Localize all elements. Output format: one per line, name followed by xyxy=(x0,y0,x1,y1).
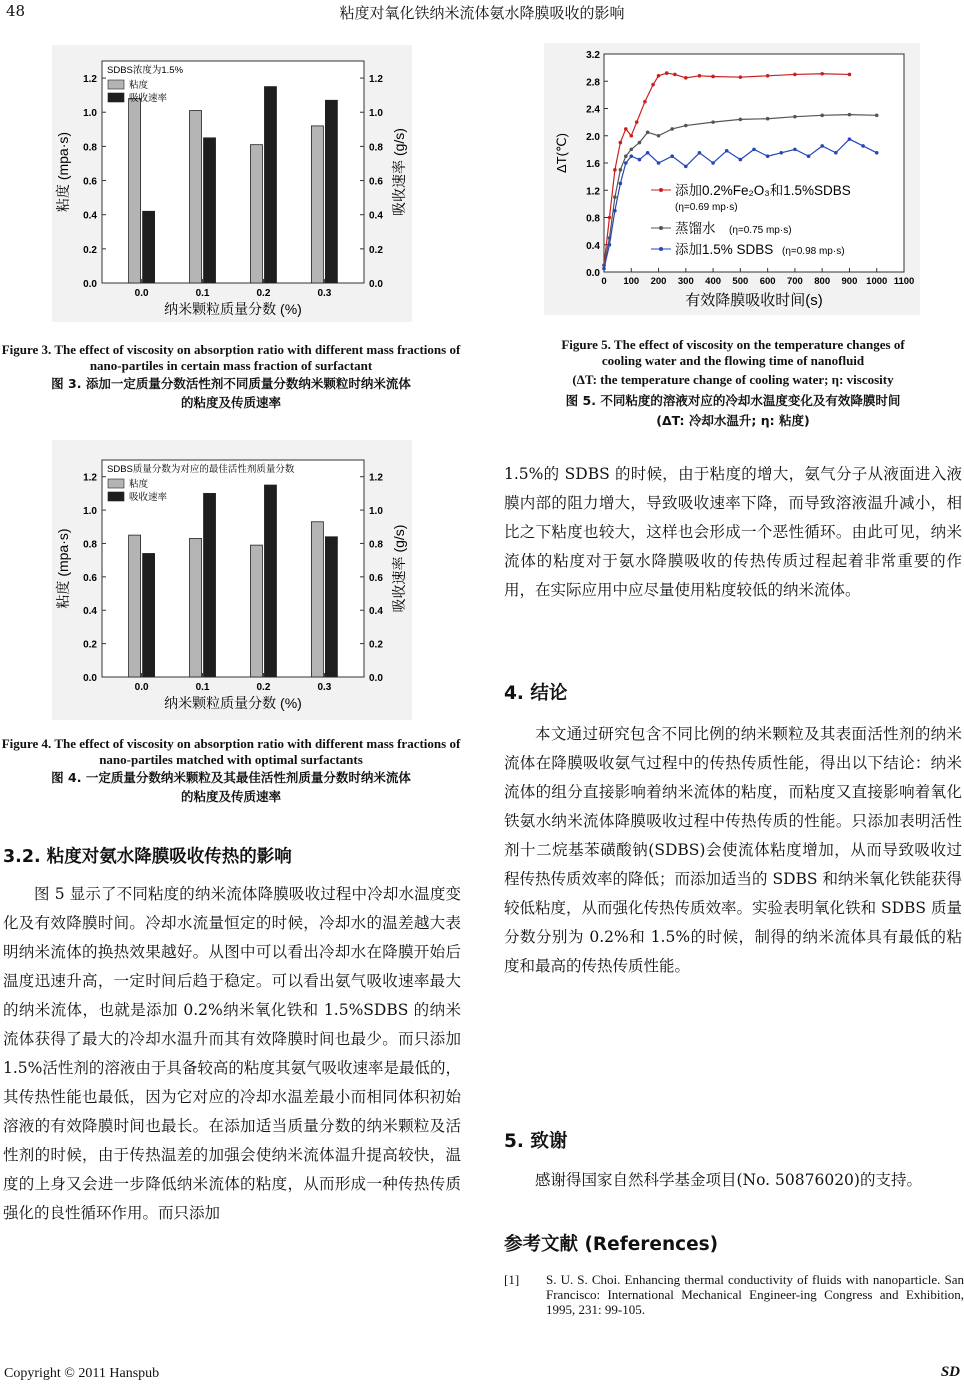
data-point xyxy=(779,151,783,155)
y-tick-label-left: 0.0 xyxy=(83,673,97,684)
data-point xyxy=(875,114,879,118)
y-tick-label: 3.2 xyxy=(586,50,600,61)
bar-viscosity xyxy=(129,535,141,677)
legend-title: SDBS浓度为1.5% xyxy=(107,65,184,76)
data-point xyxy=(807,154,811,158)
data-point xyxy=(635,120,639,124)
bar-viscosity xyxy=(250,545,262,677)
x-tick-label: 0.1 xyxy=(195,288,210,299)
data-point xyxy=(698,151,702,155)
bar-absorption-rate xyxy=(325,537,337,677)
data-point xyxy=(848,137,852,141)
x-tick-label: 0.3 xyxy=(317,288,332,299)
bar-absorption-rate xyxy=(143,553,155,677)
data-point xyxy=(646,131,650,135)
x-tick-label: 300 xyxy=(677,276,694,287)
data-point xyxy=(725,149,729,153)
y-tick-label-left: 0.4 xyxy=(83,606,97,618)
x-axis-label: 纳米颗粒质量分数 (%) xyxy=(164,301,302,317)
legend-label: 吸收速率 xyxy=(129,93,168,104)
section-3-2-body xyxy=(3,880,461,1228)
legend-label: 吸收速率 xyxy=(129,492,168,503)
y-axis-label: ΔT(℃) xyxy=(554,133,569,173)
bar-absorption-rate xyxy=(204,138,216,283)
y-tick-label: 0.0 xyxy=(586,268,600,279)
figure-4-caption-cn-1: 图 4. 一定质量分数纳米颗粒及其最佳活性剂质量分数时纳米流体 xyxy=(51,770,411,785)
figure-3-svg xyxy=(52,45,412,322)
data-point xyxy=(875,151,879,155)
figure-5-caption-en-1: Figure 5. The effect of viscosity on the temperature changes of xyxy=(561,337,905,352)
y-tick-label-right: 0.8 xyxy=(369,142,383,154)
continuation-paragraph: 1.5%的 SDBS 的时候，由于粘度的增大，氨气分子从液面进入液膜内部的阻力增大，导致吸收速率下降，而导致溶液温升减小，相比之下粘度也较大，这样也会形成一个恶性循环。由此可见，纳米流体的粘度对于氨水降膜吸收的传热传质过程起着非常重要的作用，在实际应用中应尽量使用粘度较低的纳米流体。 xyxy=(504,465,962,599)
y-tick-label-right: 0.6 xyxy=(369,572,383,584)
section-4-heading: 4. 结论 xyxy=(504,683,568,704)
data-point xyxy=(673,73,677,77)
data-point xyxy=(619,141,623,145)
y-tick-label-left: 0.6 xyxy=(83,572,97,584)
y-tick-label: 2.8 xyxy=(586,77,600,89)
y-tick-label-right: 0.4 xyxy=(369,210,383,222)
section-5-paragraph: 感谢得国家自然科学基金项目(No. 50876020)的支持。 xyxy=(535,1171,922,1189)
data-point xyxy=(651,83,655,87)
page-number: 48 xyxy=(6,2,26,20)
y-tick-label-right: 1.0 xyxy=(369,506,383,518)
section-3-2-heading: 3.2. 粘度对氨水降膜吸收传热的影响 xyxy=(3,847,292,867)
figure-4-svg xyxy=(52,440,412,720)
section-4-paragraph: 本文通过研究包含不同比例的纳米颗粒及其表面活性剂的纳米流体在降膜吸收氨气过程中的传热传质性能，得出以下结论：纳米流体的组分直接影响着纳米流体的粘度，而粘度又直接影响着氧化铁氨水纳米流体降膜吸收过程中传热传质的性能。只添加表明活性剂十二烷基苯磺酸钠(SDBS)会使流体粘度增加，从而导致吸收过程传热传质效率的降低；而添加适当的 SDBS 和纳米氧化铁能获得较低粘度，从而强化传热传质效率。实验表明氧化铁和 SDBS 质量分数分别为 0.2%和 1.5%的时候，制得的纳米流体具有最低的粘度和最高的传热传质性能。 xyxy=(504,725,962,975)
y-tick-label-right: 0.2 xyxy=(369,639,383,651)
figure-5-caption-en-3: (ΔT: the temperature change of cooling water; η: viscosity xyxy=(572,372,894,387)
y-axis-label-right: 吸收速率 (g/s) xyxy=(391,524,407,613)
bar-absorption-rate xyxy=(264,485,276,677)
reference-number: [1] xyxy=(504,1272,520,1287)
y-tick-label-left: 1.0 xyxy=(83,108,97,120)
x-tick-label: 0.1 xyxy=(195,682,210,693)
x-tick-label: 1000 xyxy=(866,276,888,287)
legend-label: 蒸馏水 xyxy=(675,221,716,236)
bar-viscosity xyxy=(311,126,323,283)
bar-absorption-rate xyxy=(264,87,276,283)
x-tick-label: 800 xyxy=(814,276,831,287)
legend-marker xyxy=(659,188,663,192)
y-axis-label-left: 粘度 (mpa·s) xyxy=(55,131,71,213)
section-4-body xyxy=(504,720,962,981)
figure-5-caption-cn-2: (ΔT: 冷却水温升; η: 粘度) xyxy=(656,413,810,428)
legend-label: 添加0.2%Fe₂O₃和1.5%SDBS xyxy=(675,183,851,198)
reference-text: S. U. S. Choi. Enhancing thermal conductivity of fluids with nanoparticle. San Francisco: International Mechanical Engineer-ing Congress and Exhibition, 1995, 231: 99-105. xyxy=(546,1272,964,1317)
plot-frame xyxy=(604,54,904,272)
y-tick-label: 0.8 xyxy=(586,213,600,225)
data-point xyxy=(739,118,743,122)
y-tick-label-right: 0.0 xyxy=(369,673,383,684)
bar-absorption-rate xyxy=(143,211,155,283)
y-tick-label-right: 0.8 xyxy=(369,539,383,551)
data-point xyxy=(820,72,824,76)
bar-viscosity xyxy=(190,538,202,677)
x-tick-label: 500 xyxy=(732,276,749,287)
y-tick-label-left: 0.4 xyxy=(83,210,97,222)
data-point xyxy=(608,243,612,247)
data-point xyxy=(711,161,715,165)
data-point xyxy=(739,158,743,162)
data-point xyxy=(834,151,838,155)
y-tick-label-right: 0.6 xyxy=(369,176,383,188)
x-tick-label: 900 xyxy=(841,276,858,287)
data-point xyxy=(684,76,688,80)
x-tick-label: 0.0 xyxy=(134,682,149,693)
figure-3-chart xyxy=(52,45,412,322)
data-point xyxy=(752,148,756,152)
x-axis-label: 纳米颗粒质量分数 (%) xyxy=(164,695,302,711)
reference-item xyxy=(504,1272,964,1317)
legend-swatch xyxy=(108,93,124,102)
data-point xyxy=(793,115,797,119)
footer-copyright: Copyright © 2011 Hanspub xyxy=(4,1366,160,1381)
bar-viscosity xyxy=(190,111,202,283)
data-point xyxy=(848,73,852,77)
figure-5-caption-cn-1: 图 5. 不同粘度的溶液对应的冷却水温度变化及有效降膜时间 xyxy=(565,393,901,408)
legend-marker xyxy=(659,226,663,230)
y-axis-label-left: 粘度 (mpa·s) xyxy=(55,528,71,609)
section-5-body xyxy=(504,1142,962,1195)
figure-4-caption-cn-2: 的粘度及传质速率 xyxy=(180,789,281,804)
y-tick-label: 2.4 xyxy=(586,104,600,116)
data-point xyxy=(820,114,824,118)
data-point xyxy=(766,74,770,78)
y-tick-label: 0.4 xyxy=(586,240,600,252)
y-tick-label-left: 0.2 xyxy=(83,639,97,651)
bar-viscosity xyxy=(129,99,141,283)
data-point xyxy=(665,71,669,75)
y-tick-label-left: 0.2 xyxy=(83,244,97,256)
data-point xyxy=(657,161,661,165)
data-point xyxy=(624,154,628,158)
x-tick-label: 0.2 xyxy=(256,682,271,693)
y-tick-label: 2.0 xyxy=(586,131,600,143)
figure-3-caption-cn-1: 图 3. 添加一定质量分数活性剂不同质量分数纳米颗粒时纳米流体 xyxy=(51,376,411,391)
section-3-2-continuation xyxy=(504,460,962,605)
data-point xyxy=(670,127,674,131)
legend-note: (η=0.69 mp·s) xyxy=(675,202,738,213)
figure-3-caption-cn-2: 的粘度及传质速率 xyxy=(180,395,281,410)
figure-5-caption-en-2: cooling water and the flowing time of nanofluid xyxy=(601,353,865,368)
x-axis-label: 有效降膜吸收时间(s) xyxy=(685,292,823,309)
data-point xyxy=(766,117,770,121)
data-point xyxy=(684,124,688,128)
data-point xyxy=(638,158,642,162)
bar-viscosity xyxy=(250,145,262,283)
data-point xyxy=(643,100,647,104)
legend-label: 添加1.5% SDBS xyxy=(675,242,774,257)
x-tick-label: 100 xyxy=(623,276,640,287)
x-tick-label: 0.2 xyxy=(256,288,271,299)
data-point xyxy=(629,134,633,138)
data-point xyxy=(848,113,852,117)
legend-title: SDBS质量分数为对应的最佳活性剂质量分数 xyxy=(107,464,295,475)
x-tick-label: 700 xyxy=(786,276,803,287)
y-tick-label-right: 0.4 xyxy=(369,606,383,618)
y-tick-label-left: 1.2 xyxy=(83,74,97,86)
data-point xyxy=(624,127,628,131)
y-tick-label-right: 1.2 xyxy=(369,74,383,86)
x-tick-label: 600 xyxy=(759,276,776,287)
data-point xyxy=(629,154,633,158)
figure-5-svg xyxy=(544,43,920,315)
y-tick-label-left: 0.8 xyxy=(83,539,97,551)
reference-list xyxy=(504,1272,964,1317)
running-title: 粘度对氧化铁纳米流体氨水降膜吸收的影响 xyxy=(339,4,625,22)
data-point xyxy=(820,144,824,148)
legend-note: (η=0.98 mp·s) xyxy=(782,246,845,257)
figure-3-caption-en: Figure 3. The effect of viscosity on absorption ratio with different mass fractions of nano-partiles in certain mass fraction of surfactant xyxy=(1,342,461,373)
data-point xyxy=(602,267,606,271)
data-point xyxy=(613,195,617,199)
y-axis-label-right: 吸收速率 (g/s) xyxy=(391,128,407,216)
bar-absorption-rate xyxy=(325,100,337,283)
data-point xyxy=(698,74,702,78)
figure-5-chart xyxy=(544,43,920,315)
references-heading: 参考文献 (References) xyxy=(504,1234,719,1255)
legend-label: 粘度 xyxy=(129,479,149,490)
y-tick-label-right: 0.0 xyxy=(369,279,383,290)
data-point xyxy=(670,154,674,158)
data-point xyxy=(608,216,612,220)
legend-swatch xyxy=(108,492,124,501)
figure-4-chart xyxy=(52,440,412,720)
data-point xyxy=(613,168,617,172)
data-point xyxy=(684,165,688,169)
bar-absorption-rate xyxy=(204,493,216,677)
y-tick-label: 1.2 xyxy=(586,186,600,198)
x-tick-label: 200 xyxy=(650,276,667,287)
data-point xyxy=(711,75,715,79)
data-point xyxy=(613,209,617,213)
data-point xyxy=(793,148,797,152)
data-point xyxy=(657,74,661,78)
bar-viscosity xyxy=(311,522,323,677)
y-tick-label: 1.6 xyxy=(586,159,600,170)
data-point xyxy=(638,141,642,145)
y-tick-label-left: 1.0 xyxy=(83,506,97,518)
data-point xyxy=(619,168,623,172)
x-tick-label: 0.0 xyxy=(134,288,149,299)
figure-4-caption-en: Figure 4. The effect of viscosity on absorption ratio with different mass fractions of nano-partiles matched with optimal surfactants xyxy=(1,736,461,767)
legend-swatch xyxy=(108,479,124,488)
data-point xyxy=(766,154,770,158)
data-point xyxy=(646,151,650,155)
data-point xyxy=(711,120,715,124)
data-point xyxy=(861,144,865,148)
data-point xyxy=(619,182,623,186)
y-tick-label-right: 0.2 xyxy=(369,244,383,256)
section-5-heading: 5. 致谢 xyxy=(504,1131,568,1152)
x-tick-label: 0.3 xyxy=(317,682,332,693)
y-tick-label-right: 1.2 xyxy=(369,472,383,484)
y-tick-label-left: 0.8 xyxy=(83,142,97,154)
legend-marker xyxy=(659,247,663,251)
data-point xyxy=(739,75,743,79)
footer-journal: SD xyxy=(940,1364,960,1380)
legend-swatch xyxy=(108,80,124,89)
data-point xyxy=(624,161,628,165)
x-tick-label: 400 xyxy=(705,276,722,287)
data-point xyxy=(657,134,661,138)
y-tick-label-left: 1.2 xyxy=(83,472,97,484)
x-tick-label: 1100 xyxy=(893,276,915,287)
data-point xyxy=(793,73,797,77)
y-tick-label-right: 1.0 xyxy=(369,108,383,120)
legend-note: (η=0.75 mp·s) xyxy=(729,225,792,236)
legend-label: 粘度 xyxy=(129,80,149,91)
data-point xyxy=(629,148,633,152)
y-tick-label-left: 0.0 xyxy=(83,279,97,290)
section-3-2-paragraph: 图 5 显示了不同粘度的纳米流体降膜吸收过程中冷却水温度变化及有效降膜时间。冷却水流量恒定的时候，冷却水的温差越大表明纳米流体的换热效果越好。从图中可以看出冷却水在降膜开始后温度迅速升高，一定时间后趋于稳定。可以看出氨气吸收速率最大的纳米流体，也就是添加 0.2%纳米氧化铁和 1.5%SDBS 的纳米流体获得了最大的冷却水温升而其有效降膜时间也最少。而只添加 1.5%活性剂的溶液由于具备较高的粘度其氨气吸收速率是最低的，其传热性能也最低，因为它对应的冷却水温差最小而相同体积初始溶液的有效降膜时间也最长。在添加适当质量分数的纳米颗粒及活性剂的时候，由于传热温差的加强会使纳米流体温升提高较快，温度的上身又会进一步降低纳米流体的粘度，从而形成一种传热传质强化的良性循环作用。而只添加 xyxy=(3,885,461,1222)
x-tick-label: 0 xyxy=(601,276,607,287)
y-tick-label-left: 0.6 xyxy=(83,176,97,188)
page-header xyxy=(0,0,964,24)
